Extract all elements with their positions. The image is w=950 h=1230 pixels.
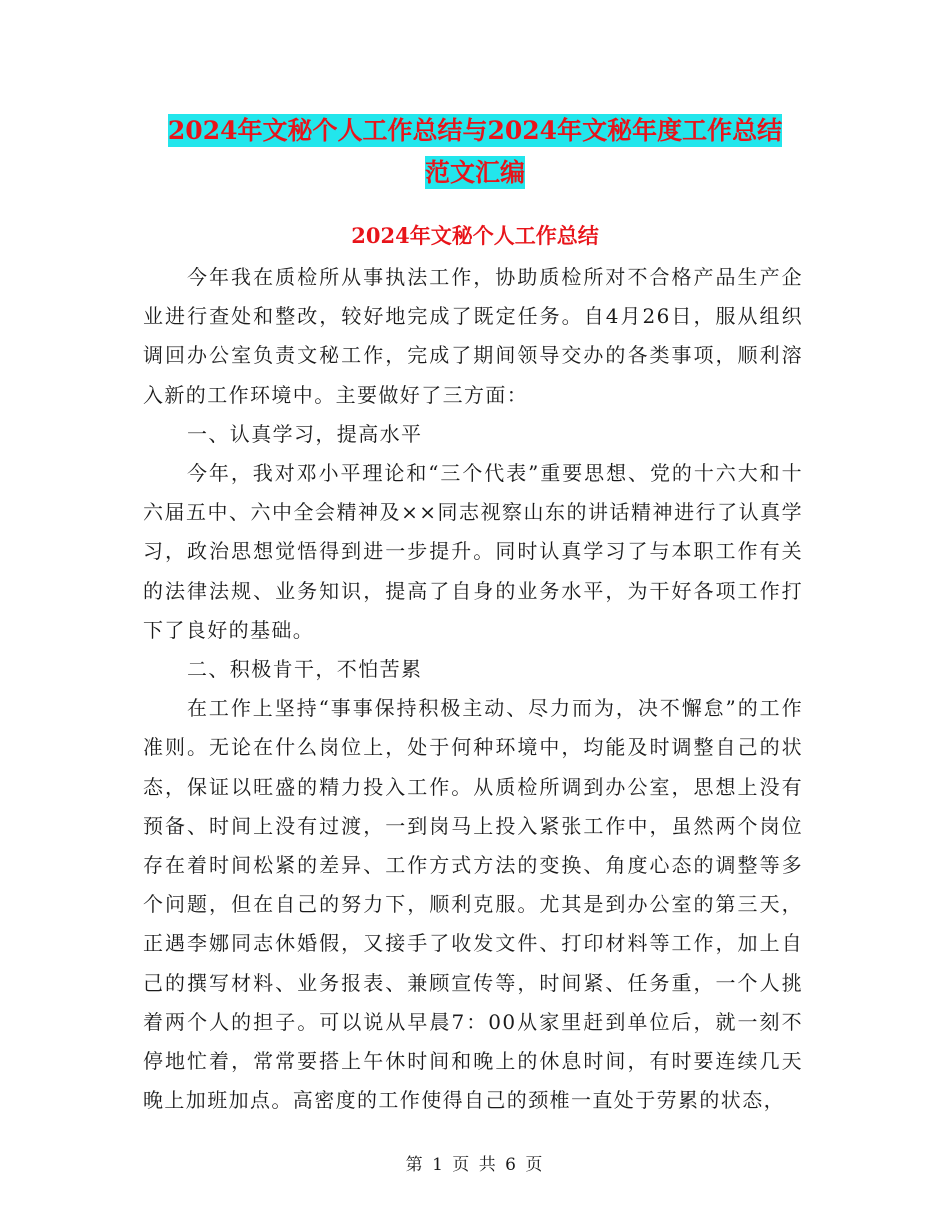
title-highlight-1: 2024年文秘个人工作总结与2024年文秘年度工作总结 [167,116,783,145]
paragraph-study: 今年，我对邓小平理论和“三个代表”重要思想、党的十六大和十六届五中、六中全会精神及××同志视察山东的讲话精神进行了认真学习，政治思想觉悟得到进一步提升。同时认真学习了与本职工作有关的法律法规、业务知识，提高了自身的业务水平，为干好各项工作打下了良好的基础。 [143,461,803,642]
document-title-line-1 [0,111,950,151]
heading-diligence: 二、积极肯干，不怕苦累 [187,657,423,682]
document-title-line-2 [0,153,950,193]
paragraph-intro: 今年我在质检所从事执法工作，协助质检所对不合格产品生产企业进行查处和整改，较好地完成了既定任务。自4月26日，服从组织调回办公室负责文秘工作，完成了期间领导交办的各类事项，顺利溶入新的工作环境中。主要做好了三方面： [143,265,803,407]
title-highlight-2: 范文汇编 [424,158,525,187]
heading-study: 一、认真学习，提高水平 [187,421,423,446]
page-footer: 第 1 页 共 6 页 [405,1155,545,1175]
document-body [143,258,803,1120]
paragraph-diligence: 在工作上坚持“事事保持积极主动、尽力而为，决不懈怠”的工作准则。无论在什么岗位上，处于何种环境中，均能及时调整自己的状态，保证以旺盛的精力投入工作。从质检所调到办公室，思想上没有预备、时间上没有过渡，一到岗马上投入紧张工作中，虽然两个岗位存在着时间松紧的差异、工作方式方法的变换、角度心态的调整等多个问题，但在自己的努力下，顺利克服。尤其是到办公室的第三天，正遇李娜同志休婚假，又接手了收发文件、打印材料等工作，加上自己的撰写材料、业务报表、兼顾宣传等，时间紧、任务重，一个人挑着两个人的担子。可以说从早晨7：00从家里赶到单位后，就一刻不停地忙着，常常要搭上午休时间和晚上的休息时间，有时要连续几天晚上加班加点。高密度的工作使得自己的颈椎一直处于劳累的状态， [143,696,803,1113]
section-title: 2024年文秘个人工作总结 [351,223,599,248]
